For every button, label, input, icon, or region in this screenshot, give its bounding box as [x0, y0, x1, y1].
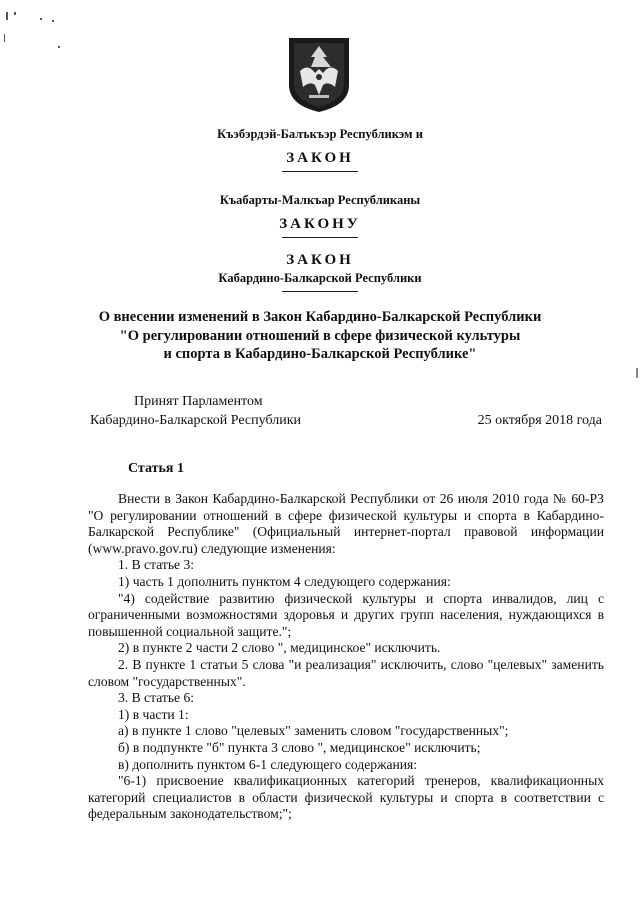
header-divider — [282, 291, 358, 292]
kabardian-parliament-line: Къэбэрдэй-Балъкъэр Республикэм и — [217, 127, 423, 141]
paragraph: б) в подпункте "б" пункта 3 слово ", медицинское" исключить; — [118, 739, 481, 755]
law-title — [60, 308, 580, 364]
article-title: Статья 1 — [128, 461, 184, 476]
paragraph: а) в пункте 1 слово "целевых" заменить словом "государственных"; — [118, 723, 509, 739]
balkar-parliament-line: Къабарты-Малкъар Республиканы — [219, 193, 421, 207]
coat-of-arms-emblem — [288, 37, 350, 113]
russian-republic-line: Кабардино-Балкарской Республики — [218, 271, 422, 285]
adoption-info — [90, 392, 301, 430]
title-line: и спорта в Кабардино-Балкарской Республике" — [163, 346, 477, 362]
header-divider — [282, 171, 358, 172]
title-line: О внесении изменений в Закон Кабардино-Балкарской Республики — [98, 309, 542, 325]
paragraph: "4) содействие развитию физической культуры и спорта инвалидов, лиц с ограниченными возможностями здоровья и других групп населения, нуждающихся в повышенной социальной защите."; — [88, 590, 604, 639]
title-line: "О регулировании отношений в сфере физической культуры — [119, 327, 521, 344]
paragraph: Внести в Закон Кабардино-Балкарской Республики от 26 июля 2010 года № 60-РЗ "О регулировании отношений в сфере физической культуры и спорта в Кабардино-Балкарской Республике" (Официальный интернет-портал правовой информации (www.pravo.gov.ru) следующие изменения: — [88, 491, 604, 556]
article-body — [88, 491, 604, 823]
adoption-date: 25 октября 2018 года — [477, 413, 602, 428]
paragraph: 2. В пункте 1 статьи 5 слова "и реализация" исключить, слово "целевых" заменить словом "государственных". — [88, 656, 604, 689]
header-divider — [282, 237, 358, 238]
law-header — [0, 126, 640, 292]
adoption-line-1: Принят Парламентом — [134, 394, 263, 409]
margin-mark — [636, 368, 638, 378]
paragraph: 1) в части 1: — [118, 706, 189, 722]
russian-law-word: ЗАКОН — [286, 252, 354, 268]
paragraph: 1. В статье 3: — [118, 557, 195, 573]
kabardian-law-word: ЗАКОН — [286, 150, 354, 166]
paragraph: 1) часть 1 дополнить пунктом 4 следующего содержания: — [118, 573, 451, 589]
paragraph: в) дополнить пунктом 6-1 следующего содержания: — [118, 756, 418, 772]
adoption-line-2: Кабардино-Балкарской Республики — [90, 413, 301, 428]
balkar-law-word: ЗАКОНУ — [279, 216, 361, 232]
paragraph: 2) в пункте 2 части 2 слово ", медицинское" исключить. — [118, 640, 441, 656]
paragraph: "6-1) присвоение квалификационных категорий тренеров, квалификационных категорий специалистов в области физической культуры и спорта в соответствии с федеральным законодательством;"; — [88, 773, 604, 822]
paragraph: 3. В статье 6: — [118, 690, 195, 706]
